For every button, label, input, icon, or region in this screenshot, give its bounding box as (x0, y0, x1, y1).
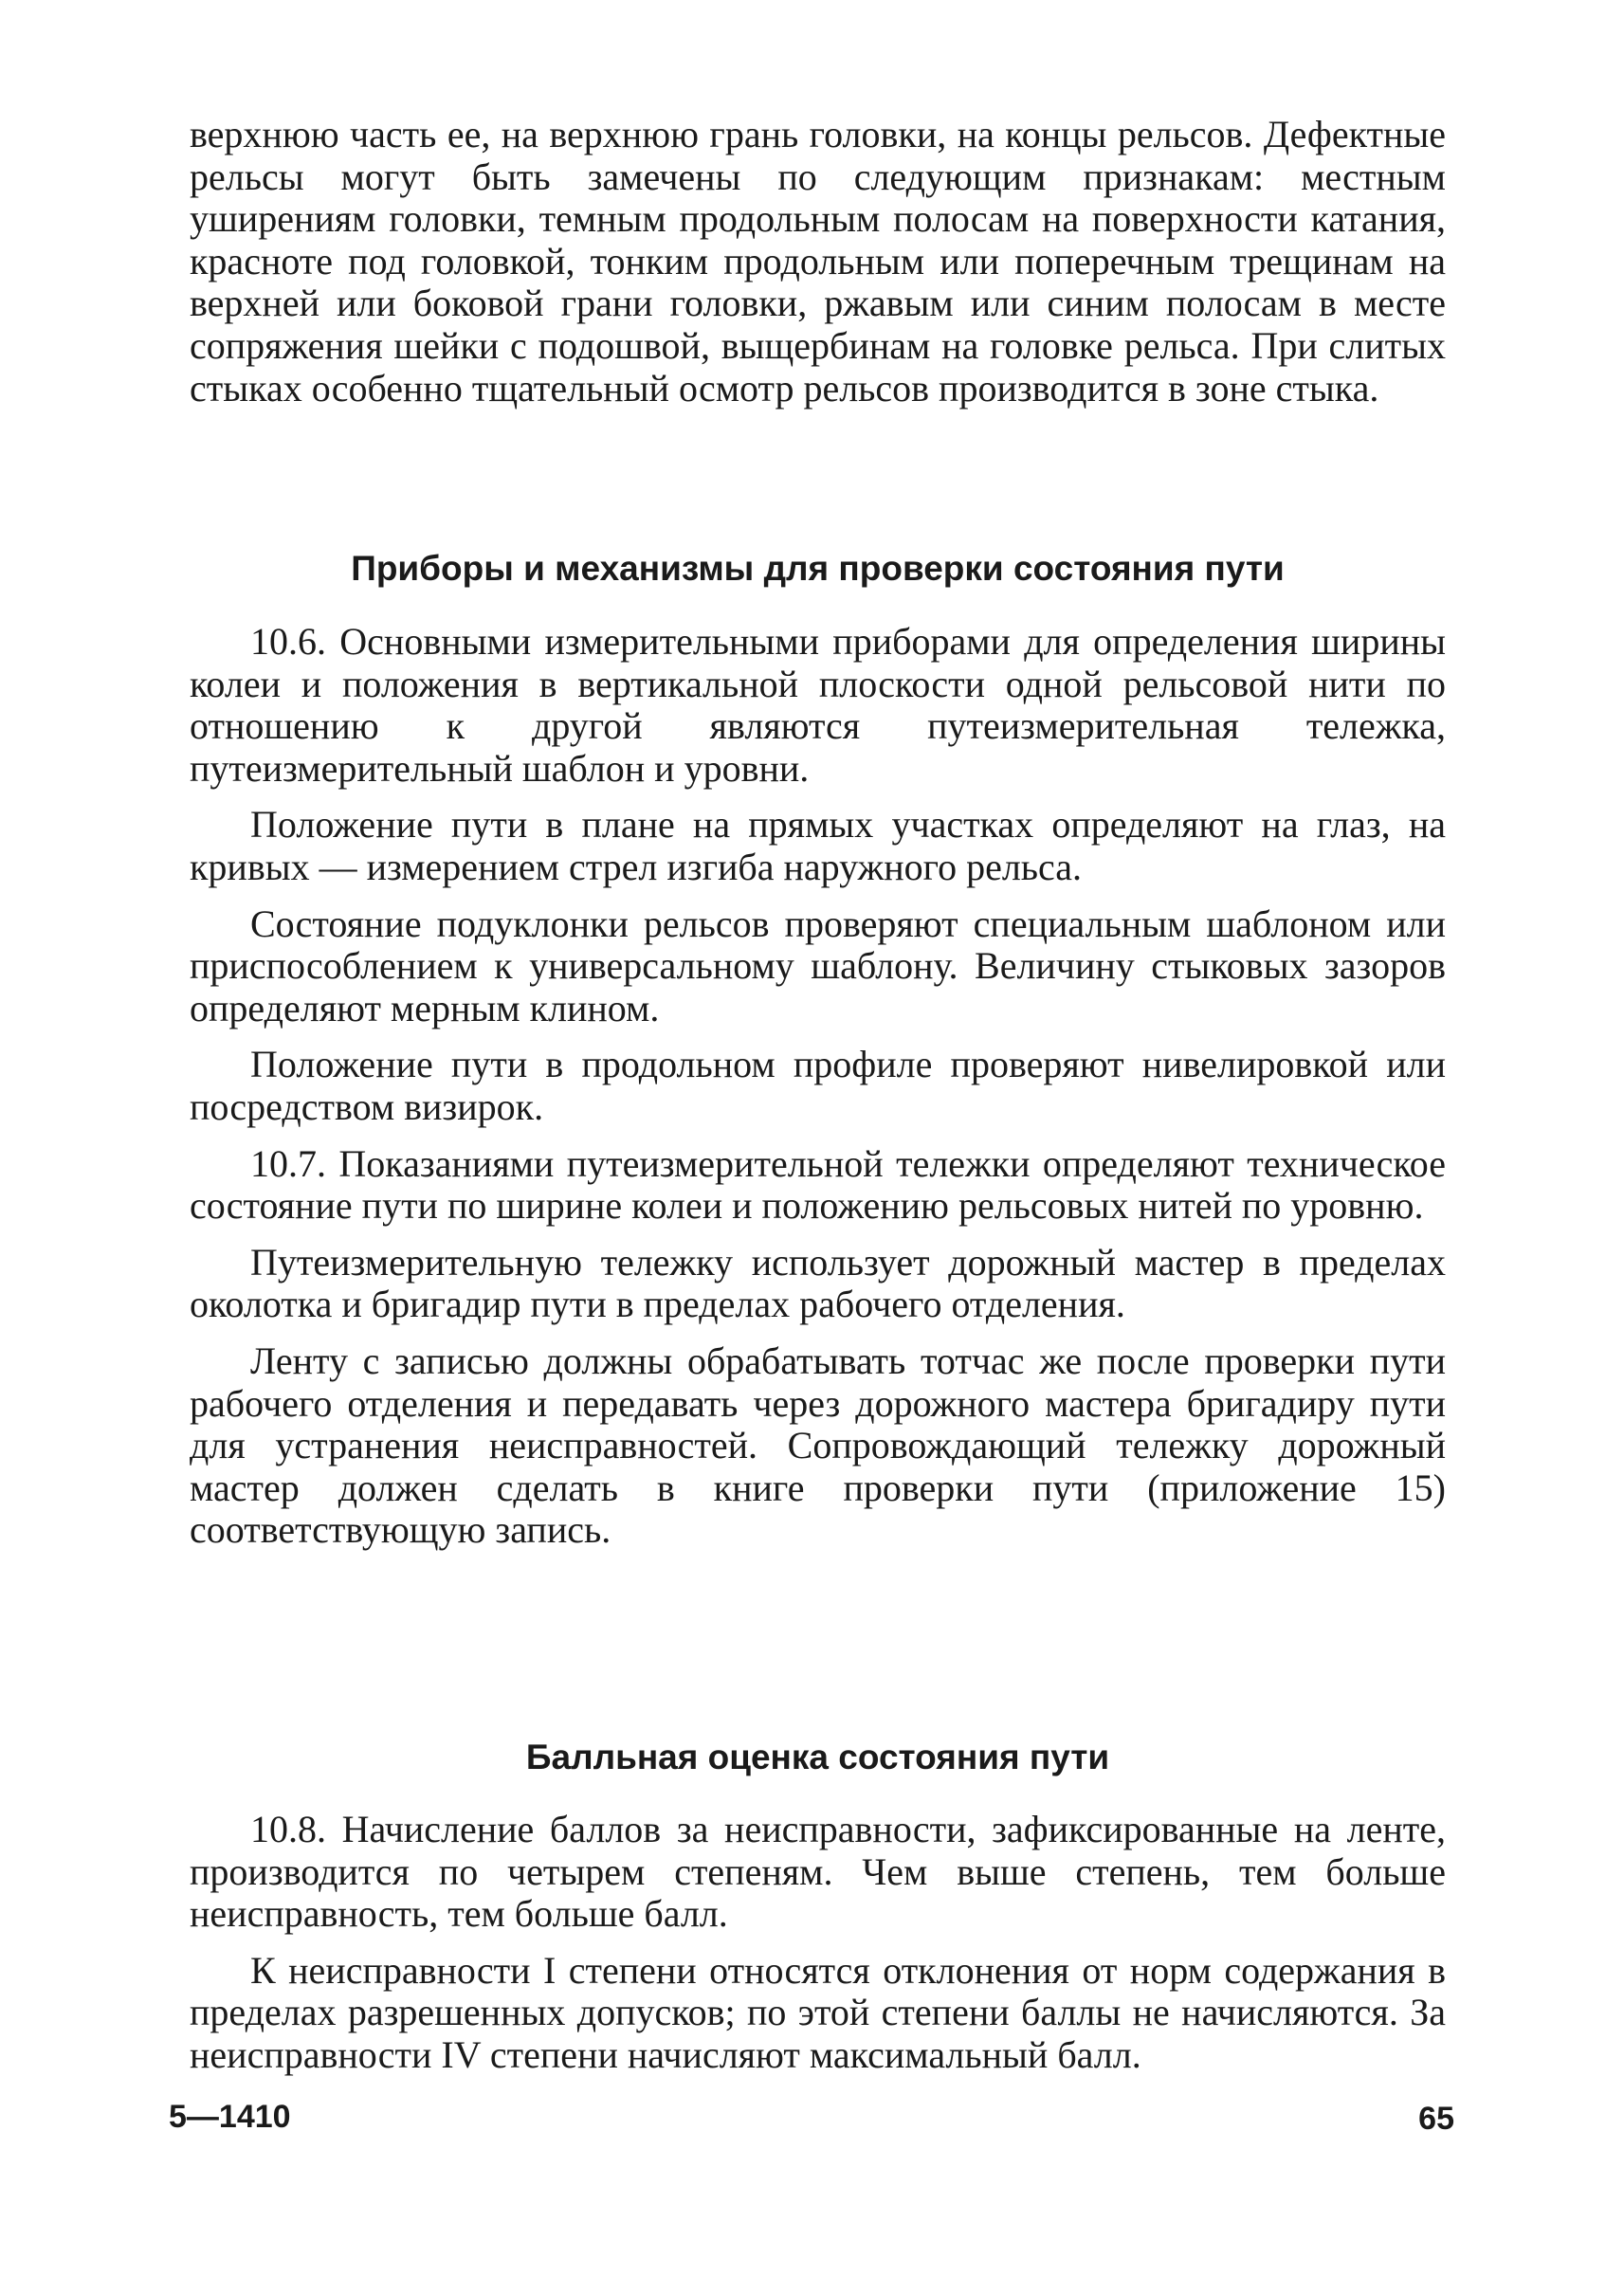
section-1-heading-block (190, 548, 1446, 590)
signature-mark: 5—1410 (169, 2099, 291, 2135)
paragraph-10-6: 10.6. Основными измерительными приборами для определения ширины колеи и положения в вертикальной плоскости одной рельсовой нити по отношению к другой являются путеизмерительная тележка, путеизмерительный шаблон и уровни. (190, 620, 1446, 790)
paragraph-plan-position: Положение пути в плане на прямых участках определяют на глаз, на кривых — измерением стрел изгиба наружного рельса. (190, 803, 1446, 888)
section-2-heading-block (190, 1737, 1446, 1778)
paragraph-degree-scores: К неисправности I степени относятся отклонения от норм содержания в пределах разрешенных допусков; по этой степени баллы не начисляются. За неисправности IV степени начисляют максимальный балл. (190, 1948, 1446, 2076)
paragraph-rail-tilt: Состояние подуклонки рельсов проверяют специальным шаблоном или приспособлением к универсальному шаблону. Величину стыковых зазоров определяют мерным клином. (190, 902, 1446, 1029)
section-1-heading: Приборы и механизмы для проверки состояния пути (351, 549, 1285, 588)
section-1-block (190, 621, 1446, 1552)
paragraph-profile: Положение пути в продольном профиле проверяют нивелировкой или посредством визирок. (190, 1043, 1446, 1128)
section-2-heading: Балльная оценка состояния пути (525, 1738, 1110, 1776)
continued-paragraph: верхнюю часть ее, на верхнюю грань головки, на концы рельсов. Дефектные рельсы могут быть замечены по следующим признакам: местным уширениям головки, темным продольным полосам на поверхности катания, красноте под головкой, тонким продольным или поперечным трещинам на верхней или боковой грани головки, ржавым или синим полосам в месте сопряжения шейки с подошвой, выщербинам на головке рельса. При слитых стыках особенно тщательный осмотр рельсов производится в зоне стыка. (190, 113, 1446, 410)
continued-paragraph-block (190, 114, 1446, 410)
paragraph-tape-processing: Ленту с записью должны обрабатывать тотчас же после проверки пути рабочего отделения и передавать через дорожного мастера бригадиру пути для устранения неисправностей. Сопровождающий тележку дорожный мастер должен сделать в книге проверки пути (приложение 15) соответствующую запись. (190, 1339, 1446, 1552)
paragraph-10-8: 10.8. Начисление баллов за неисправности, зафиксированные на ленте, производится по четырем степеням. Чем выше степень, тем больше неисправность, тем больше балл. (190, 1808, 1446, 1936)
paragraph-trolley-usage: Путеизмерительную тележку использует дорожный мастер в пределах околотка и бригадир пути в пределах рабочего отделения. (190, 1240, 1446, 1326)
page-number: 65 (1418, 2101, 1454, 2137)
paragraph-10-7: 10.7. Показаниями путеизмерительной тележки определяют техническое состояние пути по ширине колеи и положению рельсовых нитей по уровню. (190, 1141, 1446, 1228)
section-2-block (190, 1809, 1446, 2077)
